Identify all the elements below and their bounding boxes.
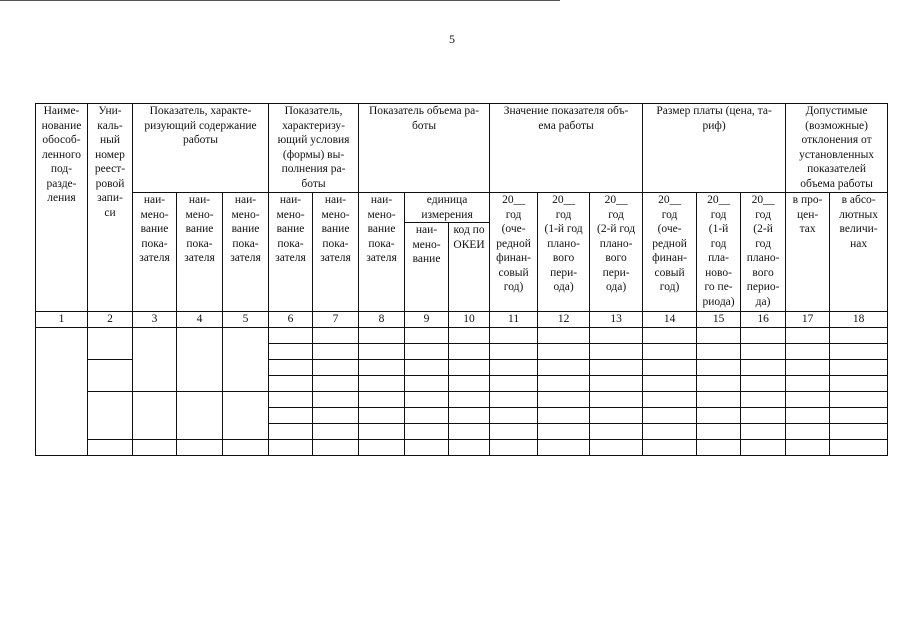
data-cell[interactable] [490,327,538,343]
header-conditions-indicator: Показатель, характеризу- ющий условия (формы) вы- полнения ра- боты [269,104,359,193]
table-row [36,439,888,455]
data-cell[interactable] [538,343,590,359]
data-cell[interactable] [269,343,313,359]
header-deviation-percent: в про- цен- тах [786,193,830,312]
data-cell[interactable] [269,375,313,391]
data-cell[interactable] [313,327,359,343]
column-number: 12 [538,312,590,328]
data-cell[interactable] [643,327,697,343]
data-cell[interactable] [449,391,490,407]
data-cell[interactable] [359,343,405,359]
data-cell[interactable] [786,407,830,423]
data-cell[interactable] [313,423,359,439]
data-cell[interactable] [786,359,830,375]
data-cell[interactable] [405,375,449,391]
header-fee-size: Размер платы (цена, та- риф) [643,104,786,193]
data-cell[interactable] [590,343,643,359]
column-number: 18 [830,312,888,328]
data-cell[interactable] [697,327,741,343]
data-cell[interactable] [538,423,590,439]
data-cell[interactable] [490,391,538,407]
column-number: 11 [490,312,538,328]
data-cell[interactable] [786,439,830,455]
header-volume-name: наи- мено- вание пока- зателя [359,193,405,312]
data-cell[interactable] [830,391,888,407]
data-cell[interactable] [490,375,538,391]
data-cell[interactable] [36,327,88,455]
data-cell[interactable] [786,391,830,407]
data-cell[interactable] [538,327,590,343]
table-row [36,391,888,407]
page-number: 5 [449,32,455,46]
header-fee-current-year: 20__ год (оче- редной финан- совый год) [643,193,697,312]
data-cell[interactable] [590,391,643,407]
data-cell[interactable] [590,423,643,439]
data-cell[interactable] [741,407,786,423]
data-cell[interactable] [405,439,449,455]
data-cell[interactable] [538,375,590,391]
header-subdivision: Наиме- нование обособ- ленного под- разде- ления [36,104,88,312]
data-cell[interactable] [830,375,888,391]
header-volume-value: Значение показателя объ- ема работы [490,104,643,193]
data-cell[interactable] [830,359,888,375]
header-value-first-plan-year: 20__ год (1-й год плано- вого пери- ода) [538,193,590,312]
data-cell[interactable] [697,423,741,439]
data-cell[interactable] [643,359,697,375]
header-okei-code: код по ОКЕИ [449,223,490,312]
data-cell[interactable] [449,375,490,391]
data-cell[interactable] [269,407,313,423]
data-cell[interactable] [830,407,888,423]
data-cell[interactable] [697,375,741,391]
data-cell[interactable] [786,327,830,343]
header-allowed-deviations: Допустимые (возможные) отклонения от установленных показателей объема работы [786,104,888,193]
column-number: 9 [405,312,449,328]
data-cell[interactable] [405,359,449,375]
data-cell[interactable] [359,359,405,375]
data-cell[interactable] [359,407,405,423]
data-cell[interactable] [741,375,786,391]
data-cell[interactable] [405,407,449,423]
data-cell[interactable] [741,327,786,343]
header-content-name-3: наи- мено- вание пока- зателя [223,193,269,312]
column-number: 13 [590,312,643,328]
data-cell[interactable] [590,439,643,455]
data-cell[interactable] [177,327,223,391]
header-unit-of-measure: единица измерения [405,193,490,223]
data-cell[interactable] [830,423,888,439]
data-cell[interactable] [449,439,490,455]
data-cell[interactable] [590,407,643,423]
data-cell[interactable] [590,327,643,343]
header-condition-name-2: наи- мено- вание пока- зателя [313,193,359,312]
data-cell[interactable] [538,407,590,423]
data-cell[interactable] [405,391,449,407]
data-cell[interactable] [449,343,490,359]
data-cell[interactable] [449,407,490,423]
data-cell[interactable] [786,343,830,359]
data-cell[interactable] [133,327,177,391]
data-cell[interactable] [405,327,449,343]
data-cell[interactable] [741,391,786,407]
data-cell[interactable] [133,391,177,439]
data-cell[interactable] [590,359,643,375]
header-unit-name: наи- мено- вание [405,223,449,312]
column-number: 16 [741,312,786,328]
data-cell[interactable] [697,343,741,359]
column-number: 15 [697,312,741,328]
data-cell[interactable] [88,439,133,455]
data-cell[interactable] [269,327,313,343]
data-cell[interactable] [313,407,359,423]
data-cell[interactable] [830,343,888,359]
data-cell[interactable] [490,359,538,375]
data-cell[interactable] [538,391,590,407]
data-cell[interactable] [359,375,405,391]
data-cell[interactable] [643,423,697,439]
data-cell[interactable] [269,439,313,455]
header-fee-second-plan-year: 20__ год (2-й год плано- вого перио- да) [741,193,786,312]
data-cell[interactable] [449,359,490,375]
column-number: 3 [133,312,177,328]
data-cell[interactable] [538,359,590,375]
column-number: 17 [786,312,830,328]
work-volume-table [35,103,888,456]
data-cell[interactable] [177,391,223,439]
data-cell[interactable] [359,439,405,455]
column-number: 8 [359,312,405,328]
data-cell[interactable] [313,359,359,375]
table-row [36,327,888,343]
data-cell[interactable] [643,391,697,407]
header-deviation-absolute: в абсо- лютных величи- нах [830,193,888,312]
data-cell[interactable] [741,343,786,359]
data-cell[interactable] [786,375,830,391]
column-number: 7 [313,312,359,328]
header-content-name-2: наи- мено- вание пока- зателя [177,193,223,312]
data-cell[interactable] [223,327,269,391]
data-cell[interactable] [269,359,313,375]
data-cell[interactable] [538,439,590,455]
header-content-name-1: наи- мено- вание пока- зателя [133,193,177,312]
data-cell[interactable] [490,439,538,455]
data-cell[interactable] [643,375,697,391]
data-cell[interactable] [741,359,786,375]
data-cell[interactable] [177,439,223,455]
data-cell[interactable] [697,359,741,375]
data-cell[interactable] [88,391,133,439]
column-number: 10 [449,312,490,328]
data-cell[interactable] [359,391,405,407]
data-cell[interactable] [359,423,405,439]
header-value-current-year: 20__ год (оче- редной финан- совый год) [490,193,538,312]
header-fee-first-plan-year: 20__ год (1-й год пла- ново- го пе- риода) [697,193,741,312]
data-cell[interactable] [643,407,697,423]
data-cell[interactable] [269,423,313,439]
header-volume-indicator: Показатель объема ра- боты [359,104,490,193]
data-cell[interactable] [223,391,269,439]
data-cell[interactable] [697,439,741,455]
data-cell[interactable] [590,375,643,391]
data-cell[interactable] [741,439,786,455]
data-cell[interactable] [449,327,490,343]
data-cell[interactable] [405,343,449,359]
data-cell[interactable] [269,391,313,407]
data-cell[interactable] [133,439,177,455]
data-cell[interactable] [643,343,697,359]
data-cell[interactable] [697,391,741,407]
data-cell[interactable] [449,423,490,439]
column-number: 6 [269,312,313,328]
data-cell[interactable] [490,423,538,439]
header-condition-name-1: наи- мено- вание пока- зателя [269,193,313,312]
data-cell[interactable] [313,375,359,391]
column-number: 2 [88,312,133,328]
column-number: 14 [643,312,697,328]
data-cell[interactable] [313,439,359,455]
data-cell[interactable] [359,327,405,343]
data-cell[interactable] [88,327,133,359]
data-cell[interactable] [490,343,538,359]
column-number: 1 [36,312,88,328]
scan-edge-line [0,0,560,1]
data-cell[interactable] [223,439,269,455]
data-cell[interactable] [643,439,697,455]
column-number: 4 [177,312,223,328]
data-cell[interactable] [490,407,538,423]
data-cell[interactable] [405,423,449,439]
data-cell[interactable] [741,423,786,439]
data-cell[interactable] [313,343,359,359]
data-cell[interactable] [313,391,359,407]
data-cell[interactable] [786,423,830,439]
data-cell[interactable] [88,359,133,391]
header-registry-number: Уни- каль- ный номер реест- ровой запи- си [88,104,133,312]
data-cell[interactable] [830,439,888,455]
header-content-indicator: Показатель, характе- ризующий содержание работы [133,104,269,193]
data-cell[interactable] [830,327,888,343]
column-number: 5 [223,312,269,328]
column-number-row [36,312,888,328]
header-value-second-plan-year: 20__ год (2-й год плано- вого пери- ода) [590,193,643,312]
data-cell[interactable] [697,407,741,423]
